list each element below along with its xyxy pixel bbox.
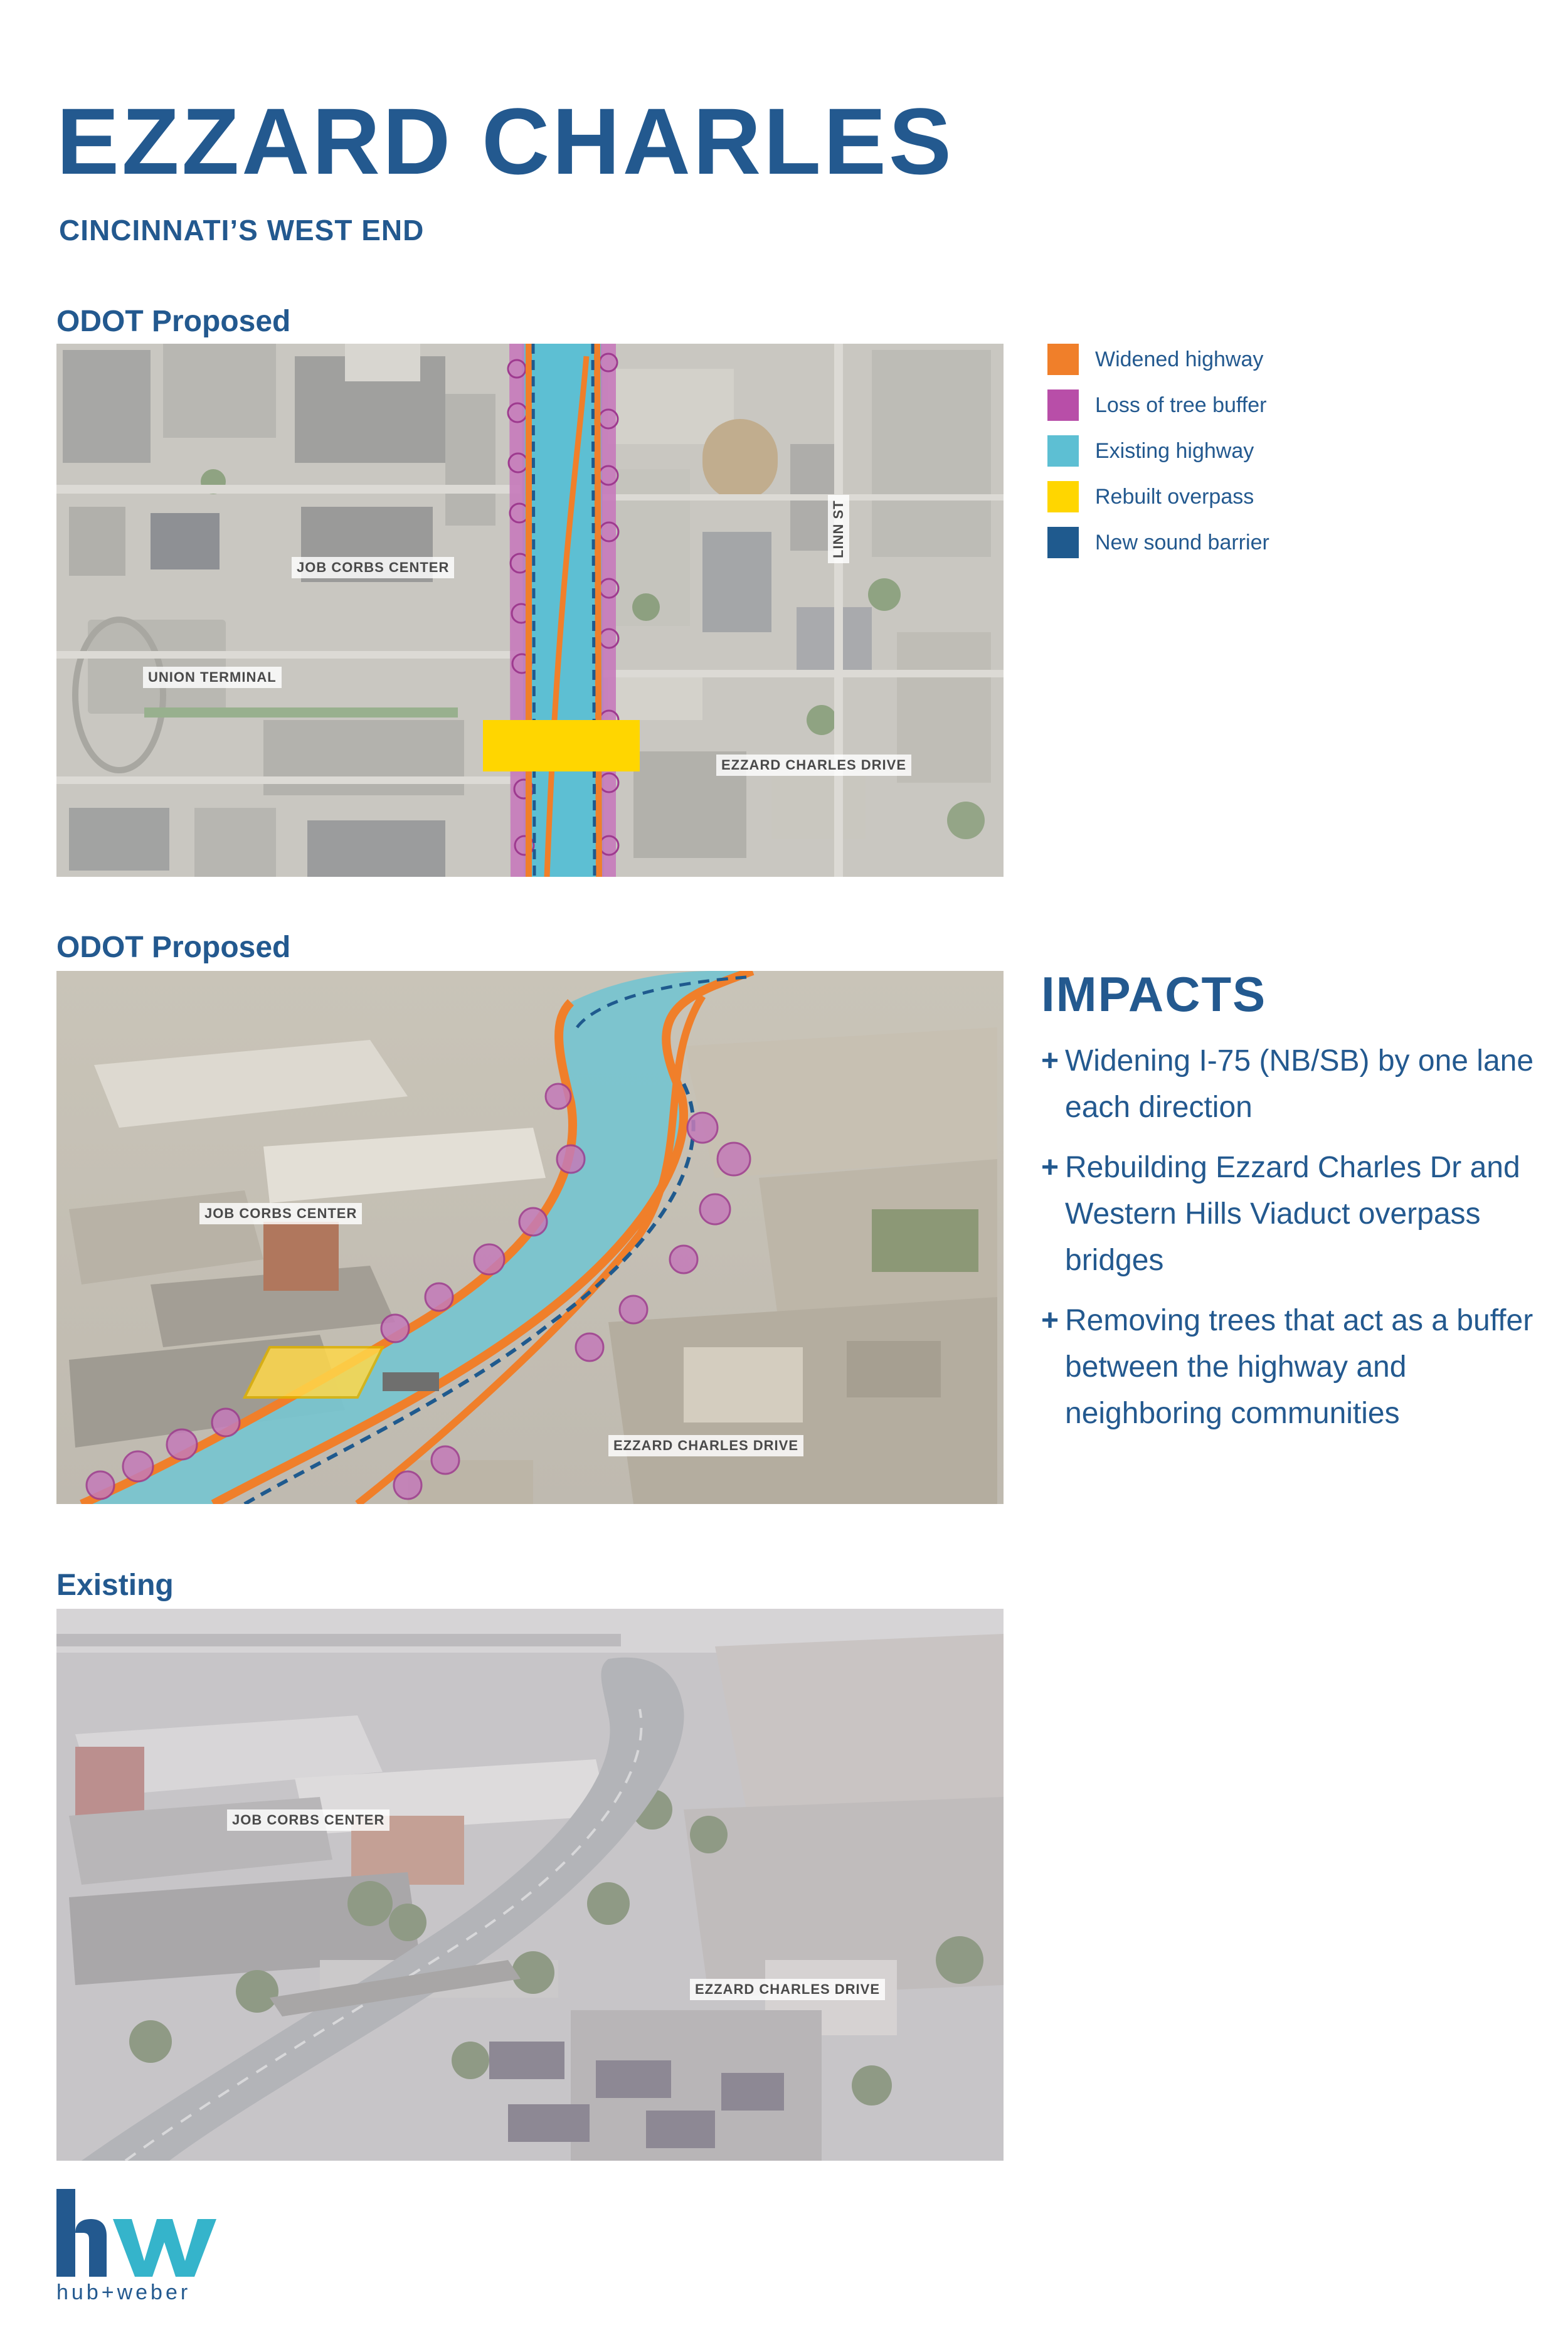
- label-linn-st: LINN ST: [828, 495, 849, 563]
- impact-text: Rebuilding Ezzard Charles Dr and Western Hills Viaduct overpass bridges: [1065, 1151, 1520, 1277]
- label-ezzard-charles-drive-aerial: EZZARD CHARLES DRIVE: [608, 1435, 803, 1456]
- section-label-odot-proposed-aerial: ODOT Proposed: [56, 931, 291, 964]
- logo-text: hub+weber: [56, 2280, 191, 2304]
- legend-label: New sound barrier: [1095, 530, 1269, 554]
- label-union-terminal: UNION TERMINAL: [143, 667, 282, 688]
- map-legend: [1047, 344, 1269, 573]
- swatch-existing-highway: [1047, 435, 1079, 467]
- label-job-corbs-center-existing: JOB CORBS CENTER: [227, 1809, 389, 1831]
- impact-item: [1041, 1038, 1543, 1131]
- odot-proposed-satellite-map: [56, 344, 1004, 877]
- impact-item: [1041, 1298, 1543, 1437]
- odot-proposed-aerial-view: [56, 971, 1004, 1504]
- aerial-proposed-graphic: [56, 971, 1004, 1504]
- legend-item-sound-barrier: [1047, 527, 1269, 558]
- swatch-rebuilt-overpass: [1047, 481, 1079, 512]
- swatch-sound-barrier: [1047, 527, 1079, 558]
- plus-icon: +: [1041, 1044, 1059, 1078]
- label-ezzard-charles-drive-existing: EZZARD CHARLES DRIVE: [690, 1979, 885, 2000]
- legend-item-rebuilt-overpass: [1047, 481, 1269, 512]
- plus-icon: +: [1041, 1304, 1059, 1337]
- swatch-widened-highway: [1047, 344, 1079, 375]
- existing-aerial-view: [56, 1609, 1004, 2161]
- legend-item-existing-highway: [1047, 435, 1269, 467]
- legend-item-tree-buffer: [1047, 389, 1269, 421]
- section-label-odot-proposed-map: ODOT Proposed: [56, 305, 291, 338]
- impact-text: Widening I-75 (NB/SB) by one lane each direction: [1065, 1044, 1534, 1124]
- section-label-existing: Existing: [56, 1569, 174, 1602]
- label-ezzard-charles-drive: EZZARD CHARLES DRIVE: [716, 755, 911, 776]
- page-title: EZZARD CHARLES: [56, 88, 954, 194]
- swatch-tree-buffer: [1047, 389, 1079, 421]
- legend-label: Rebuilt overpass: [1095, 484, 1254, 509]
- aerial-existing-graphic: [56, 1609, 1004, 2161]
- impact-text: Removing trees that act as a buffer between the highway and neighboring communities: [1065, 1304, 1534, 1430]
- label-job-corbs-center: JOB CORBS CENTER: [292, 557, 454, 578]
- legend-label: Loss of tree buffer: [1095, 393, 1267, 417]
- impact-item: [1041, 1145, 1543, 1284]
- page-subtitle: CINCINNATI’S WEST END: [59, 214, 425, 246]
- plus-icon: +: [1041, 1151, 1059, 1184]
- legend-item-widened-highway: [1047, 344, 1269, 375]
- impacts-heading: IMPACTS: [1041, 967, 1267, 1022]
- legend-label: Widened highway: [1095, 347, 1264, 371]
- legend-label: Existing highway: [1095, 438, 1254, 463]
- satellite-map-graphic: [56, 344, 1004, 877]
- label-job-corbs-center-aerial: JOB CORBS CENTER: [199, 1203, 362, 1224]
- impacts-list: [1041, 1038, 1543, 1451]
